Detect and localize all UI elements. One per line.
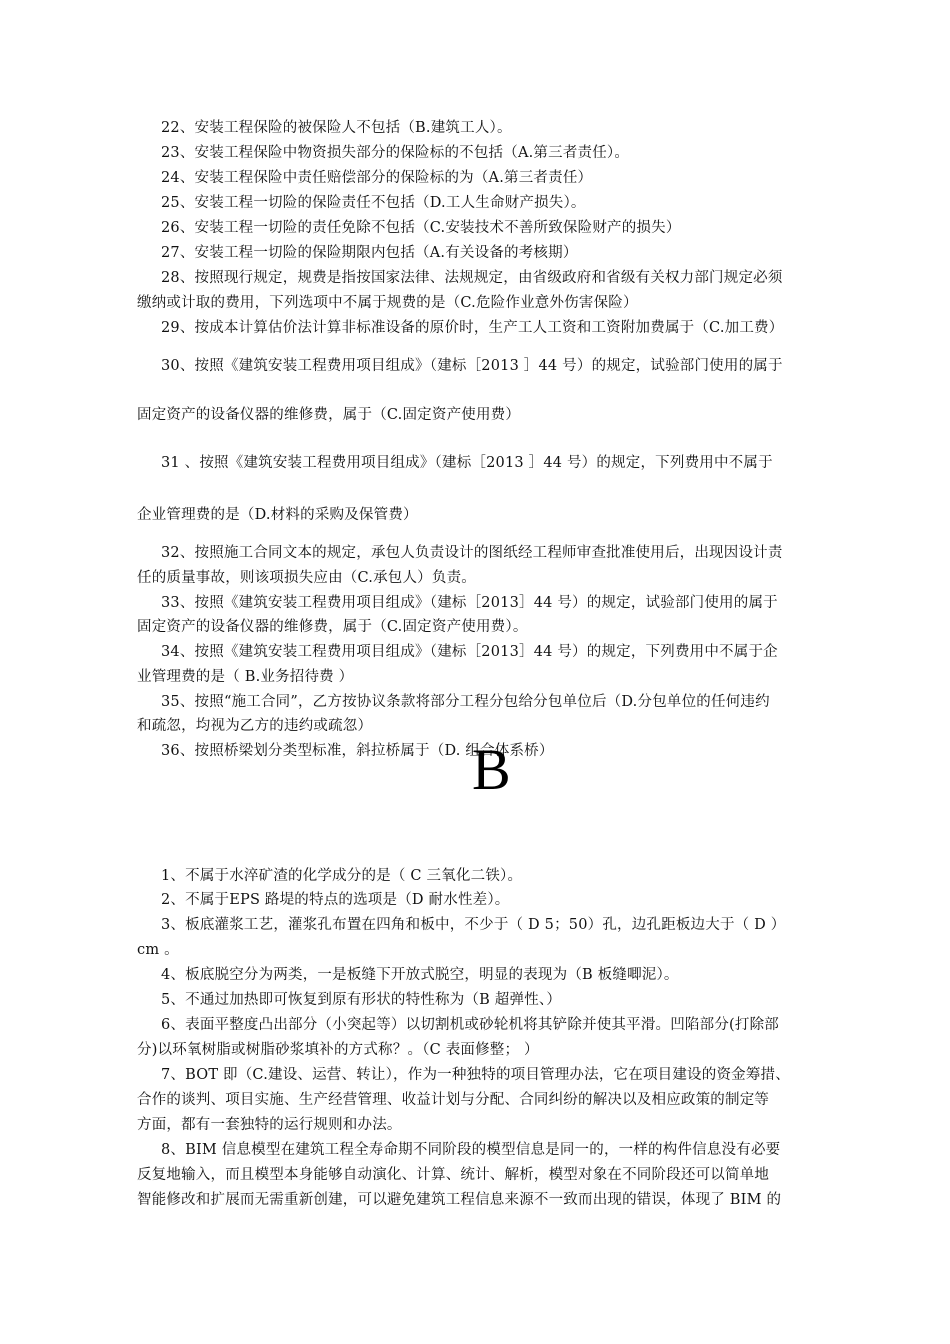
question-34-line1: 34、按照《建筑安装工程费用项目组成》（建标［2013］44 号）的规定，下列费用中不属于企 — [161, 644, 778, 660]
item-7-line3: 方面，都有一套独特的运行规则和办法。 — [137, 1117, 402, 1133]
item-4: 4、板底脱空分为两类，一是板缝下开放式脱空，明显的表现为（B 板缝唧泥）。 — [161, 967, 679, 983]
question-32-line2: 任的质量事故，则该项损失应由（C.承包人）负责。 — [137, 570, 476, 586]
question-26: 26、安装工程一切险的责任免除不包括（C.安装技术不善所致保险财产的损失） — [161, 220, 681, 236]
question-30-line2: 固定资产的设备仪器的维修费，属于（C.固定资产使用费） — [137, 407, 521, 423]
question-30-line1: 30、按照《建筑安装工程费用项目组成》（建标［2013 ］44 号）的规定，试验部门使用的属于 — [161, 358, 783, 374]
item-6-line1: 6、表面平整度凸出部分（小突起等）以切割机或砂轮机将其铲除并使其平滑。凹陷部分(打除部 — [161, 1017, 779, 1033]
item-3-line1: 3、板底灌浆工艺，灌浆孔布置在四角和板中，不少于（ D 5；50）孔，边孔距板边大于（ D ） — [161, 917, 786, 933]
question-35-line2: 和疏忽，均视为乙方的违约或疏忽） — [137, 718, 373, 734]
question-28-line2: 缴纳或计取的费用，下列选项中不属于规费的是（C.危险作业意外伤害保险） — [137, 295, 638, 311]
item-7-line1: 7、BOT 即（C.建设、运营、转让），作为一种独特的项目管理办法，它在项目建设的资金筹措、 — [161, 1067, 790, 1083]
question-33-line2: 固定资产的设备仪器的维修费，属于（C.固定资产使用费）。 — [137, 619, 528, 635]
item-3-line2: cm 。 — [137, 942, 179, 958]
question-27: 27、安装工程一切险的保险期限内包括（A.有关设备的考核期） — [161, 245, 578, 261]
question-34-line2: 业管理费的是（ B.业务招待费 ） — [137, 669, 354, 685]
question-24: 24、安装工程保险中责任赔偿部分的保险标的为（A.第三者责任） — [161, 170, 593, 186]
item-6-line2: 分)以环氧树脂或树脂砂浆填补的方式称？。（C 表面修整； ） — [137, 1042, 539, 1058]
item-7-line2: 合作的谈判、项目实施、生产经营管理、收益计划与分配、合同纠纷的解决以及相应政策的制定等 — [137, 1092, 770, 1108]
item-1: 1、不属于水淬矿渣的化学成分的是（ C 三氧化二铁）。 — [161, 868, 523, 884]
question-22: 22、安装工程保险的被保险人不包括（B.建筑工人）。 — [161, 120, 512, 136]
item-2: 2、不属于EPS 路堤的特点的选项是（D 耐水性差）。 — [161, 892, 510, 908]
question-32-line1: 32、按照施工合同文本的规定，承包人负责设计的图纸经工程师审查批准使用后，出现因设计责 — [161, 545, 783, 561]
question-28-line1: 28、按照现行规定，规费是指按国家法律、法规规定，由省级政府和省级有关权力部门规定必须 — [161, 270, 783, 286]
question-23: 23、安装工程保险中物资损失部分的保险标的不包括（A.第三者责任）。 — [161, 145, 630, 161]
question-35-line1: 35、按照“施工合同”，乙方按协议条款将部分工程分包给分包单位后（D.分包单位的任何违约 — [161, 694, 770, 710]
question-33-line1: 33、按照《建筑安装工程费用项目组成》（建标［2013］44 号）的规定，试验部门使用的属于 — [161, 595, 778, 611]
item-8-line1: 8、BIM 信息模型在建筑工程全寿命期不同阶段的模型信息是同一的，一样的构件信息没有必要 — [161, 1142, 781, 1158]
question-25: 25、安装工程一切险的保险责任不包括（D.工人生命财产损失）。 — [161, 195, 586, 211]
question-31-line2: 企业管理费的是（D.材料的采购及保管费） — [137, 507, 418, 523]
question-31-line1: 31 、按照《建筑安装工程费用项目组成》（建标［2013 ］44 号）的规定，下列费用中不属于 — [161, 455, 773, 471]
item-8-line3: 智能修改和扩展而无需重新创建，可以避免建筑工程信息来源不一致而出现的错误，体现了 BIM 的 — [137, 1192, 782, 1208]
question-36: 36、按照桥梁划分类型标准，斜拉桥属于（D. 组合体系桥） — [161, 743, 554, 759]
item-5: 5、不通过加热即可恢复到原有形状的特性称为（B 超弹性、） — [161, 992, 562, 1008]
question-29: 29、按成本计算估价法计算非标准设备的原价时，生产工人工资和工资附加费属于（C.加工费） — [161, 320, 784, 336]
section-letter: B — [472, 737, 511, 802]
item-8-line2: 反复地输入，而且模型本身能够自动演化、计算、统计、解析，模型对象在不同阶段还可以简单地 — [137, 1167, 770, 1183]
